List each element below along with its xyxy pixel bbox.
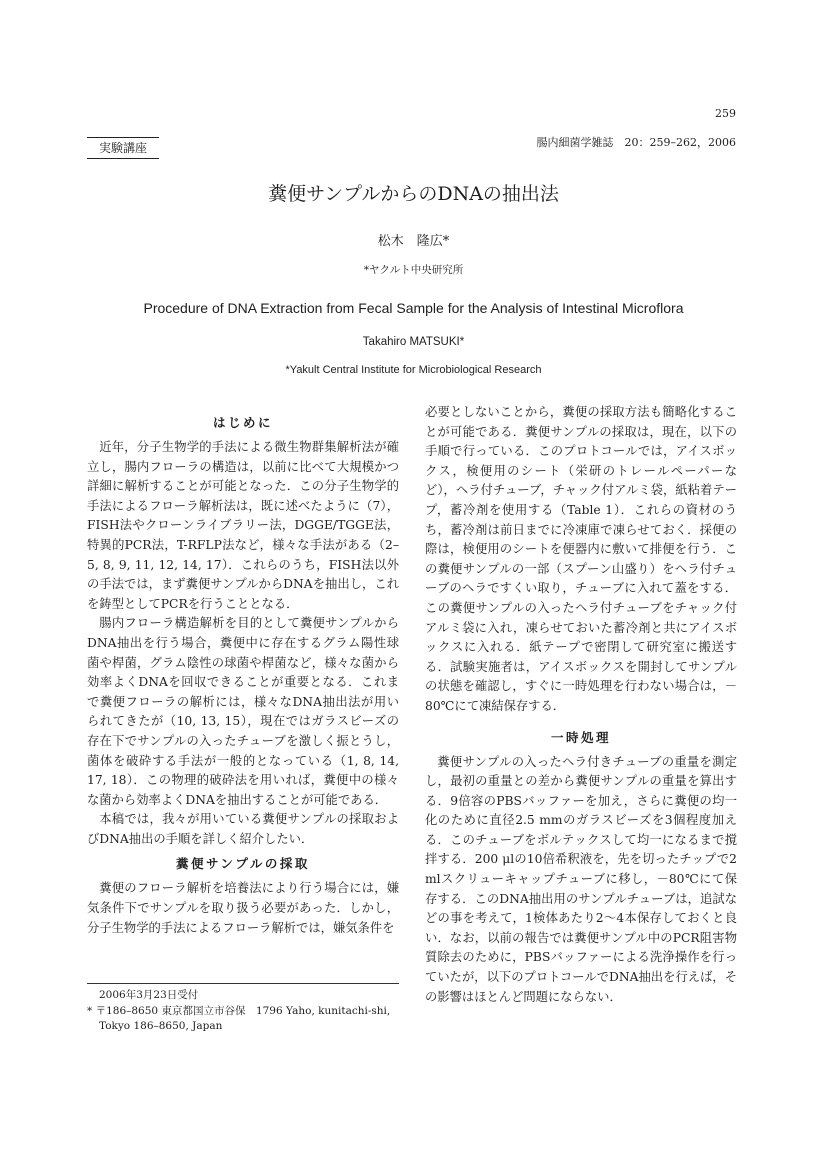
page-number: 259 (715, 107, 736, 120)
affiliation-japanese: *ヤクルト中央研究所 (363, 264, 464, 276)
paragraph: 糞便のフローラ解析を培養法により行う場合には，嫌気条件下でサンプルを取り扱う必要があった．しかし，分子生物学的手法によるフローラ解析では，嫌気条件を (87, 881, 399, 935)
paragraph: 腸内フローラ構造解析を目的として糞便サンプルからDNA抽出を行う場合，糞便中に存在するグラム陽性球菌や桿菌，グラム陰性の球菌や桿菌など，様々な菌から効率よくDNAを回収できることが重要となる．これまで糞便フローラの解析には，様々なDNA抽出法が用いられてきたが（10, 13, 15），現在ではガラスビーズの存在下でサンプルの入ったチューブを激しく振とうし，菌体を破砕する手法が一般的となっている（1, 8, 14, 17, 18）．この物理的破砕法を用いれば，糞便中の様々な菌から効率よくDNAを抽出することが可能である． (87, 616, 399, 807)
title-japanese: 糞便サンプルからのDNAの抽出法 (268, 183, 559, 205)
article-category: 実験講座 (87, 137, 159, 159)
paragraph: 糞便サンプルの入ったヘラ付きチューブの重量を測定し，最初の重量との差から糞便サンプルの重量を算出する．9倍容のPBSバッファーを加え，さらに糞便の均一化のために直径2.5 mmのガラスビーズを3個程度加える．このチューブをボルテックスして均一になるまで撹拌する．200 μlの10倍希釈液を，先を切ったチップで2 mlスクリューキャップチューブに移し，－80℃にて保存する．このDNA抽出用のサンプルチューブは，追試などの事を考えて，1検体あたり2～4本保存しておくと良い．なお，以前の報告では糞便サンプル中のPCR阻害物質除去のために，PBSバッファーによる洗浄操作を行っていたが，以下のプロトコールでDNA抽出を行えば，その影響はほとんど問題にならない． (425, 754, 737, 1004)
affiliation-english: *Yakult Central Institute for Microbiological Research (285, 364, 542, 376)
title-english: Procedure of DNA Extraction from Fecal Sample for the Analysis of Intestinal Microflora (143, 300, 684, 316)
journal-citation: 腸内細菌学雑誌 20：259–262，2006 (536, 136, 736, 149)
left-column (87, 408, 399, 938)
section-heading-sampling: 糞便サンプルの採取 (176, 856, 310, 872)
footnote-divider (87, 983, 399, 984)
author-address-continued: Tokyo 186–8650, Japan (99, 1020, 223, 1032)
author-address: * 〒186–8650 東京都国立市谷保 1796 Yaho, kunitachi-shi, (87, 1004, 391, 1017)
author-japanese: 松木 隆広* (377, 234, 450, 249)
footnotes (87, 988, 399, 1035)
right-column (425, 403, 737, 1007)
paragraph: 近年，分子生物学的手法による微生物群集解析法が確立し，腸内フローラの構造は，以前に比べて大規模かつ詳細に解析することが可能となった．この分子生物学的手法によるフローラ解析法は，既に述べたように（7），FISH法やクローンライブラリー法，DGGE/TGGE法，特異的PCR法，T-RFLP法など，様々な手法がある（2–5, 8, 9, 11, 12, 14, 17）．これらのうち，FISH法以外の手法では，まず糞便サンプルからDNAを抽出し，これを鋳型としてPCRを行うこととなる． (87, 440, 399, 611)
paragraph: 必要としないことから，糞便の採取方法も簡略化することが可能である．糞便サンプルの採取は，現在，以下の手順で行っている．このプロトコールでは，アイスボックス，検便用のシート（栄研のトレールペーパーなど），ヘラ付チューブ，チャック付アルミ袋，紙粘着テープ，蓄冷剤を使用する（Table 1）．これらの資材のうち，蓄冷剤は前日までに冷凍庫で凍らせておく．採便の際は，検便用のシートを便器内に敷いて排便を行う．この糞便サンプルの一部（スプーン山盛り）をヘラ付チューブのヘラですくい取り，チューブに入れて蓋をする．この糞便サンプルの入ったヘラ付チューブをチャック付アルミ袋に入れ，凍らせておいた蓄冷剤と共にアイスボックスに入れる．紙テープで密閉して研究室に搬送する．試験実施者は，アイスボックスを開封してサンプルの状態を確認し，すぐに一時処理を行わない場合は，－80℃にて凍結保存する． (425, 405, 737, 713)
section-heading-introduction: はじめに (212, 415, 273, 430)
received-date: 2006年3月23日受付 (99, 989, 199, 1001)
author-english: Takahiro MATSUKI* (362, 336, 465, 348)
paragraph: 本稿では，我々が用いている糞便サンプルの採取およびDNA抽出の手順を詳しく紹介したい． (87, 812, 399, 846)
section-heading-pretreatment: 一時処理 (550, 729, 611, 745)
